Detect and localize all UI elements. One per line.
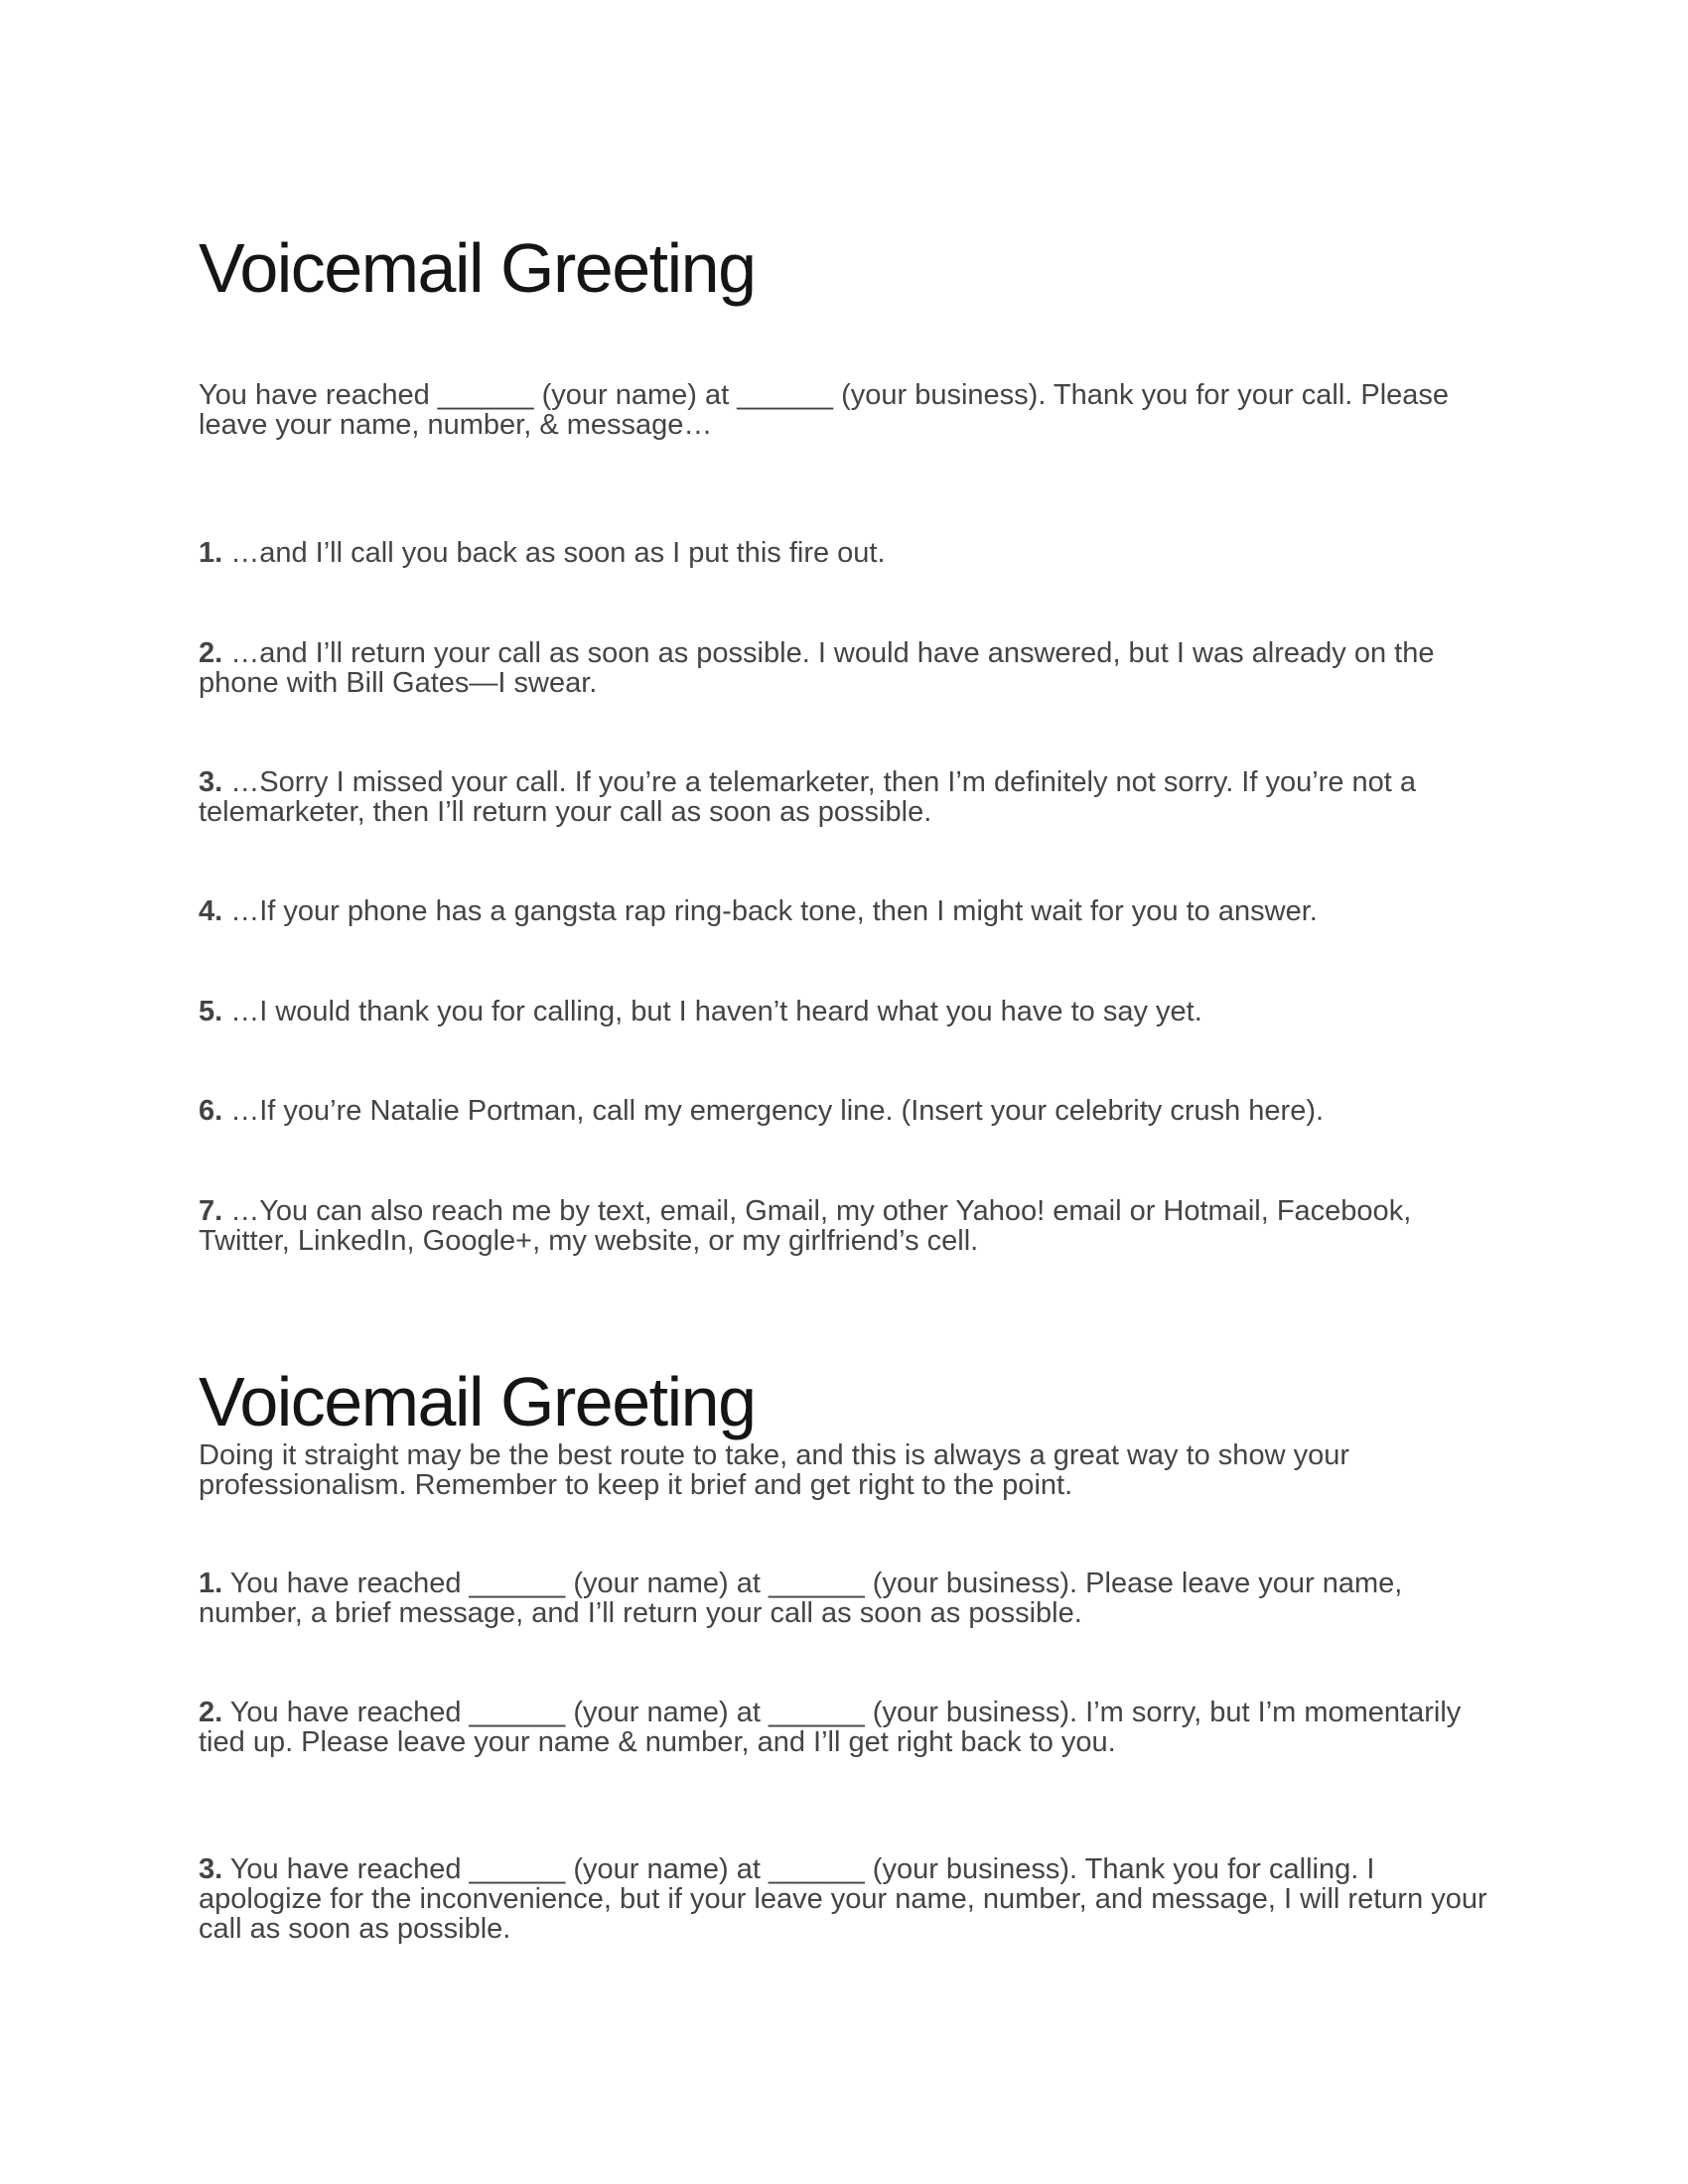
section2-title: Voicemail Greeting <box>199 1363 756 1440</box>
item-text: …Sorry I missed your call. If you’re a telemarketer, then I’m definitely not sorry. If you’re not a telemarketer, then I’ll return your call as soon as possible. <box>199 766 1417 828</box>
item-number: 7. <box>199 1195 223 1227</box>
section1-item-6 <box>199 1096 1489 1126</box>
item-text: …If your phone has a gangsta rap ring-back tone, then I might wait for you to answer. <box>222 895 1318 927</box>
item-text: …If you’re Natalie Portman, call my emergency line. (Insert your celebrity crush here). <box>222 1095 1325 1127</box>
section1-item-4 <box>199 896 1489 926</box>
item-number: 5. <box>199 996 223 1027</box>
section1-title: Voicemail Greeting <box>199 229 756 307</box>
item-text: You have reached ______ (your name) at ______ (your business). Thank you for calling. I apologize for the inconvenience, but if your leave your name, number, and message, I will return your call as soon as possible. <box>199 1853 1487 1945</box>
section1-item-3 <box>199 767 1489 827</box>
item-number: 4. <box>199 895 223 927</box>
item-text: You have reached ______ (your name) at ______ (your business). I’m sorry, but I’m momentarily tied up. Please leave your name & number, and I’ll get right back to you. <box>199 1697 1462 1758</box>
item-number: 3. <box>199 1853 223 1885</box>
section1-item-5 <box>199 997 1489 1026</box>
section2-item-3 <box>199 1854 1489 1944</box>
item-text: …I would thank you for calling, but I haven’t heard what you have to say yet. <box>222 996 1202 1027</box>
section1-item-7 <box>199 1196 1489 1256</box>
item-number: 3. <box>199 766 223 798</box>
item-number: 2. <box>199 637 223 669</box>
section2-intro: Doing it straight may be the best route to take, and this is always a great way to show your professionalism. Remember to keep it brief and get right to the point. <box>199 1439 1349 1501</box>
section2-item-2 <box>199 1698 1489 1757</box>
item-number: 1. <box>199 1568 223 1599</box>
item-number: 6. <box>199 1095 223 1127</box>
item-number: 2. <box>199 1697 223 1728</box>
item-text: …You can also reach me by text, email, Gmail, my other Yahoo! email or Hotmail, Facebook, Twitter, LinkedIn, Google+, my website, or my girlfriend’s cell. <box>199 1195 1412 1257</box>
item-text: …and I’ll call you back as soon as I put this fire out. <box>222 537 886 569</box>
item-text: You have reached ______ (your name) at ______ (your business). Please leave your name, number, a brief message, and I’ll return your call as soon as possible. <box>199 1568 1403 1629</box>
section1-item-2 <box>199 638 1489 698</box>
section2-item-1 <box>199 1569 1489 1628</box>
item-text: …and I’ll return your call as soon as possible. I would have answered, but I was already on the phone with Bill Gates—I swear. <box>199 637 1435 699</box>
item-number: 1. <box>199 537 223 569</box>
section1-item-1 <box>199 538 1489 568</box>
section1-intro: You have reached ______ (your name) at ______ (your business). Thank you for your call. Please leave your name, number, & message… <box>199 379 1450 441</box>
